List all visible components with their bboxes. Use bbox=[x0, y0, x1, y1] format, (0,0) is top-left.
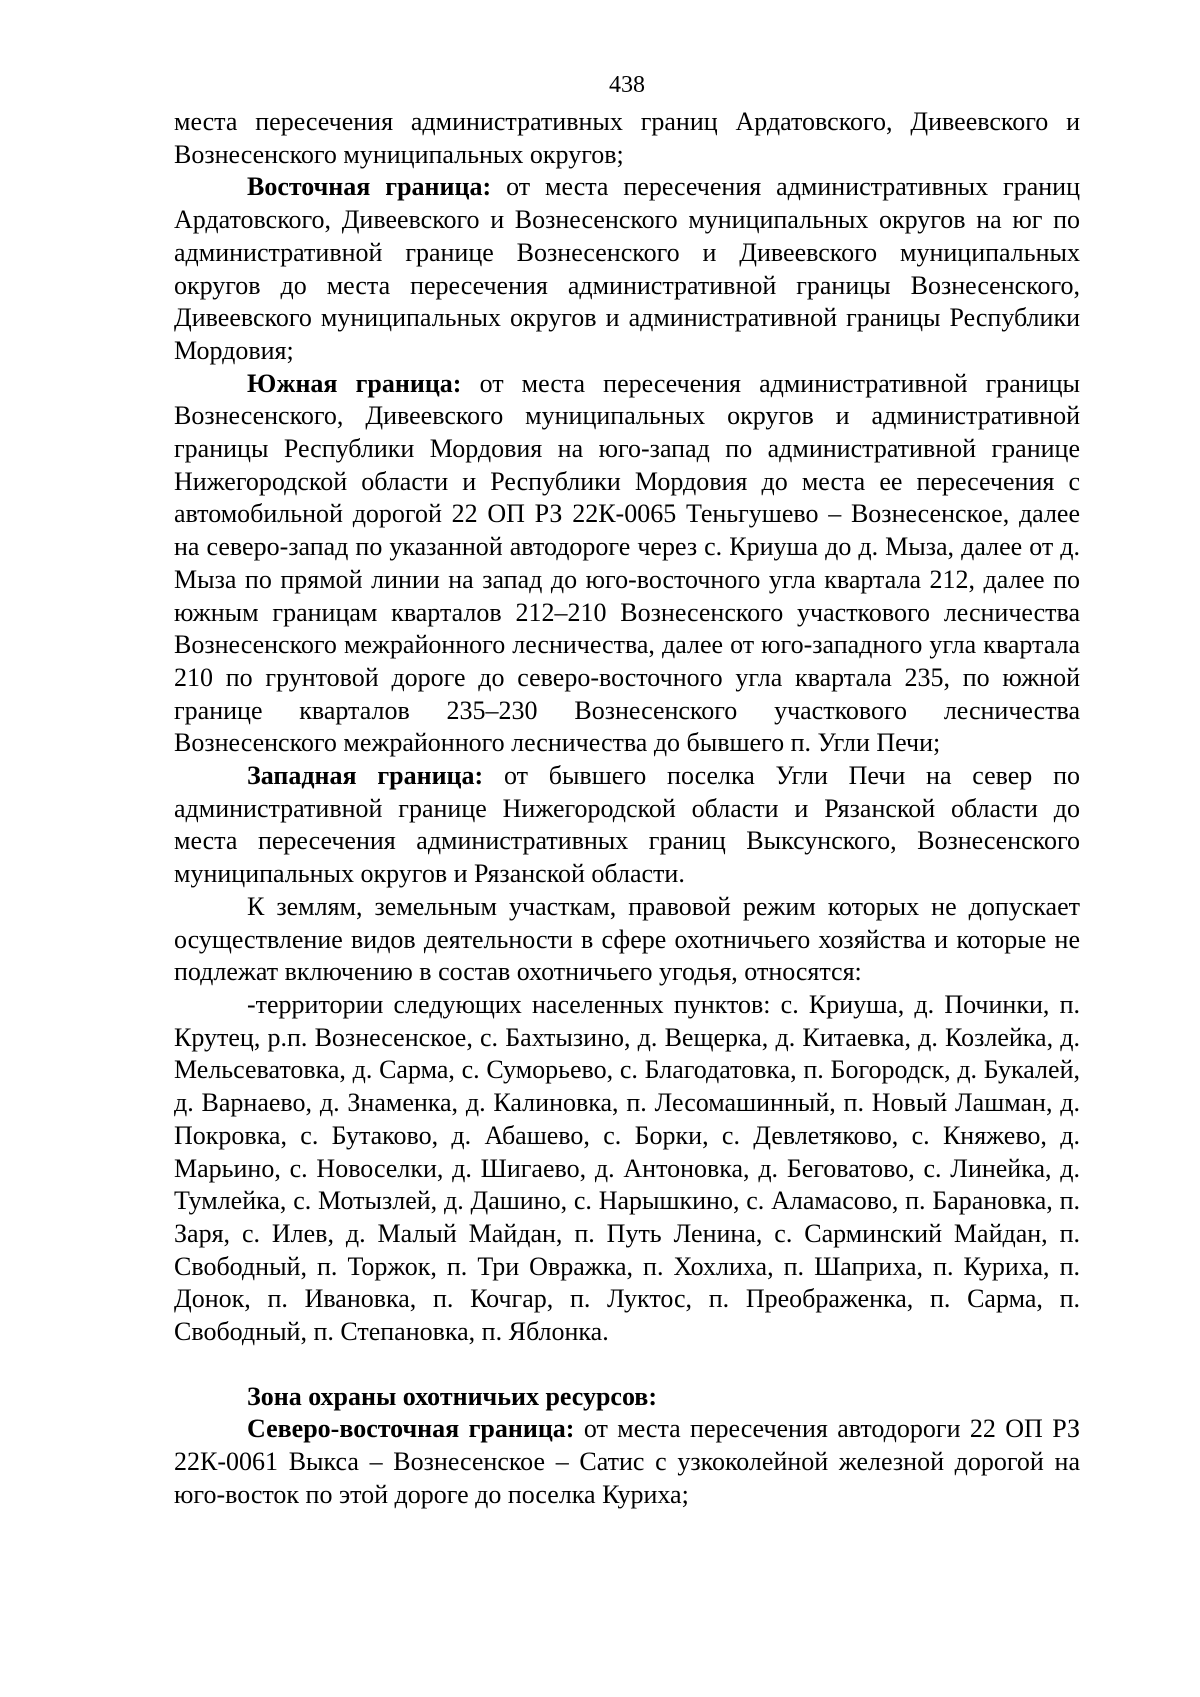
page-number: 438 bbox=[609, 72, 645, 98]
section-heading-protection-zone bbox=[174, 1381, 1080, 1414]
paragraph-continuation bbox=[174, 106, 1080, 171]
west-border-heading: Западная граница: bbox=[247, 761, 484, 791]
paragraph-northeast-border bbox=[174, 1413, 1080, 1511]
paragraph-settlements-list bbox=[174, 989, 1080, 1349]
paragraph-text: К землям, земельным участкам, правовой режим которых не допускает осуществление видов деятельности в сфере охотничьего хозяйства и которые не подлежат включению в состав охотничьего угодья, относятся: bbox=[174, 891, 1080, 987]
paragraph-south-border bbox=[174, 368, 1080, 760]
section-spacer bbox=[174, 1349, 1080, 1381]
paragraph-text: места пересечения административных границ Ардатовского, Дивеевского и Вознесенского муниципальных округов; bbox=[174, 107, 1080, 169]
northeast-border-heading: Северо-восточная граница: bbox=[247, 1414, 575, 1444]
paragraph-east-border bbox=[174, 171, 1080, 367]
south-border-heading: Южная граница: bbox=[247, 368, 462, 398]
paragraph-text: от бывшего поселка Угли Печи на север по административной границе Нижегородской области и Рязанской области до места пересечения административных границ Выксунского, Вознесенского муниципальных округов и Рязанской области. bbox=[174, 761, 1080, 889]
protection-zone-heading: Зона охраны охотничьих ресурсов: bbox=[247, 1381, 658, 1411]
paragraph-west-border bbox=[174, 760, 1080, 891]
paragraph-text: от места пересечения автодороги 22 ОП РЗ 22К-0061 Выкса – Вознесенское – Сатис с узкоколейной железной дорогой на юго-восток по этой дороге до поселка Куриха; bbox=[174, 1414, 1080, 1509]
paragraph-excluded-lands bbox=[174, 891, 1080, 989]
east-border-heading: Восточная граница: bbox=[247, 172, 492, 202]
paragraph-text: от места пересечения административной границы Вознесенского, Дивеевского муниципальных округов и административной границы Республики Мордовия на юго-запад по административной границе Нижегородской области и Республики Мордовия до места ее пересечения с автомобильной дорогой 22 ОП РЗ 22К-0065 Теньгушево – Вознесенское, далее на северо-запад по указанной автодороге через с. Криуша до д. Мыза, далее от д. Мыза по прямой линии на запад до юго-восточного угла квартала 212, далее по южным границам кварталов 212–210 Вознесенского участкового лесничества Вознесенского межрайонного лесничества, далее от юго-западного угла квартала 210 по грунтовой дороге до северо-восточного угла квартала 235, по южной границе кварталов 235–230 Вознесенского участкового лесничества Вознесенского межрайонного лесничества до бывшего п. Угли Печи; bbox=[174, 368, 1081, 758]
paragraph-text: от места пересечения административных границ Ардатовского, Дивеевского и Вознесенского муниципальных округов на юг по административной границе Вознесенского и Дивеевского муниципальных округов до места пересечения административной границы Вознесенского, Дивеевского муниципальных округов и административной границы Республики Мордовия; bbox=[174, 172, 1080, 365]
paragraph-text: -территории следующих населенных пунктов: с. Криуша, д. Починки, п. Крутец, р.п. Вознесенское, с. Бахтызино, д. Вещерка, д. Китаевка, д. Козлейка, д. Мельсеватовка, д. Сарма, с. Суморьево, с. Благодатовка, п. Богородск, д. Букалей, д. Варнаево, д. Знаменка, д. Калиновка, п. Лесомашинный, п. Новый Лашман, д. Покровка, с. Бутаково, д. Абашево, с. Борки, с. Девлетяково, с. Княжево, д. Марьино, с. Новоселки, д. Шигаево, д. Антоновка, д. Беговатово, с. Линейка, д. Тумлейка, с. Мотызлей, д. Дашино, с. Нарышкино, с. Аламасово, п. Барановка, п. Заря, с. Илев, д. Малый Майдан, п. Путь Ленина, с. Сарминский Майдан, п. Свободный, п. Торжок, п. Три Овражка, п. Хохлиха, п. Шаприха, п. Куриха, п. Донок, п. Ивановка, п. Кочгар, п. Луктос, п. Преображенка, п. Сарма, п. Свободный, п. Степановка, п. Яблонка. bbox=[174, 989, 1080, 1347]
